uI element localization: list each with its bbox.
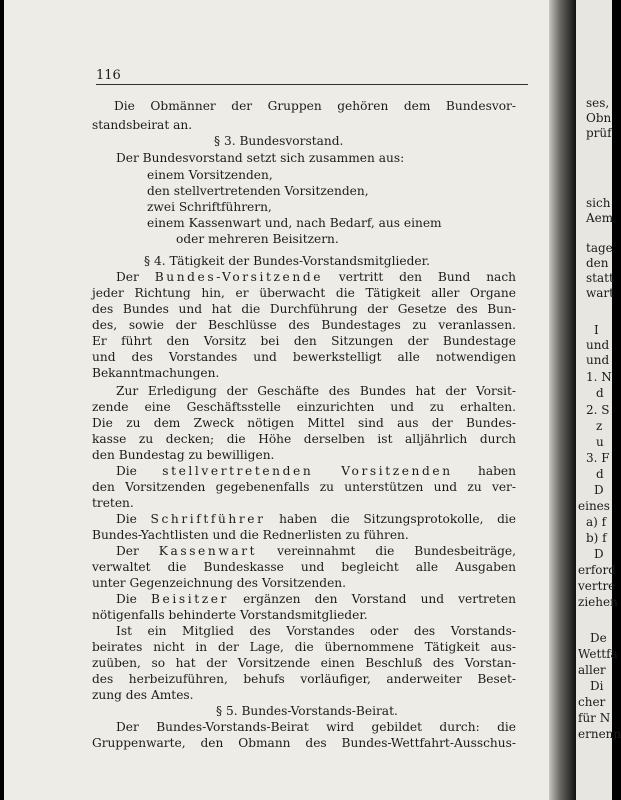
right-fragment: D bbox=[594, 547, 604, 561]
right-fragment: vertre bbox=[578, 579, 616, 593]
text-line: des Bundes und hat die Durchführung der Gesetze des Bun- bbox=[92, 302, 516, 316]
right-fragment: eines bbox=[578, 499, 610, 513]
left-page bbox=[4, 0, 549, 800]
text-line: standsbeirat an. bbox=[92, 118, 193, 132]
text-line: Er führt den Vorsitz bei den Sitzungen der Bundestage bbox=[92, 334, 516, 348]
text-line: Zur Erledigung der Geschäfte des Bundes hat der Vorsit- bbox=[116, 384, 516, 398]
text-line: Die Beisitzer ergänzen den Vorstand und vertreten bbox=[116, 592, 516, 606]
right-fragment: De bbox=[590, 631, 607, 645]
text-line: jeder Richtung hin, er überwacht die Tätigkeit aller Organe bbox=[92, 286, 516, 300]
text-line: Der Kassenwart vereinnahmt die Bundesbeiträge, bbox=[116, 544, 516, 558]
right-fragment: Obn bbox=[586, 111, 612, 125]
right-fragment: und bbox=[586, 353, 610, 367]
list-item: den stellvertretenden Vorsitzenden, bbox=[147, 184, 369, 198]
right-page bbox=[576, 0, 621, 800]
right-fragment: cher bbox=[578, 695, 606, 709]
text-line: den Vorsitzenden gegebenenfalls zu unterstützen und zu ver- bbox=[92, 480, 516, 494]
text-line: Die Obmänner der Gruppen gehören dem Bundesvor- bbox=[114, 99, 516, 113]
list-item: einem Vorsitzenden, bbox=[147, 168, 273, 182]
text-line: Die Schriftführer haben die Sitzungsprotokolle, die bbox=[116, 512, 516, 526]
right-fragment: aller bbox=[578, 663, 606, 677]
right-fragment: u bbox=[596, 435, 604, 449]
right-fragment: sich bbox=[586, 196, 611, 210]
text-line: Bekanntmachungen. bbox=[92, 366, 220, 380]
right-fragment: z bbox=[596, 419, 603, 433]
text-line: Der Bundes-Vorsitzende vertritt den Bund nach bbox=[116, 270, 516, 284]
book-gutter bbox=[549, 0, 576, 800]
section-heading: § 3. Bundesvorstand. bbox=[214, 134, 344, 148]
text-line: den Bundestag zu bewilligen. bbox=[92, 448, 275, 462]
text-line: des herbeizuführen, behufs vorläufiger, anderweiter Beset- bbox=[92, 672, 516, 686]
right-fragment: 3. F bbox=[586, 451, 610, 465]
right-fragment: ziehen bbox=[578, 595, 618, 609]
right-fragment: statt bbox=[586, 271, 614, 285]
text-line: und des Vorstandes und bewerkstelligt alle notwendigen bbox=[92, 350, 516, 364]
right-fragment: Aem bbox=[586, 211, 614, 225]
list-item: oder mehreren Beisitzern. bbox=[176, 232, 339, 246]
text-line: des, sowie der Beschlüsse des Bundestages zu veranlassen. bbox=[92, 318, 516, 332]
right-fragment: d bbox=[596, 386, 604, 400]
text-line: zung des Amtes. bbox=[92, 688, 194, 702]
right-fragment: 2. S bbox=[586, 403, 610, 417]
text-line: Die zu dem Zweck nötigen Mittel sind aus der Bundes- bbox=[92, 416, 516, 430]
right-fragment: wart bbox=[586, 286, 614, 300]
right-fragment: 1. N bbox=[586, 370, 612, 384]
text-line: Der Bundes-Vorstands-Beirat wird gebildet durch: die bbox=[116, 720, 516, 734]
text-line: verwaltet die Bundeskasse und begleicht alle Ausgaben bbox=[92, 560, 516, 574]
right-fragment: ernenn bbox=[578, 727, 621, 741]
right-fragment: ses, bbox=[586, 96, 610, 110]
right-fragment: für N bbox=[578, 711, 611, 725]
text-line: zende eine Geschäftsstelle einzurichten und zu erhalten. bbox=[92, 400, 516, 414]
right-fragment: I bbox=[594, 323, 599, 337]
text-line: Bundes-Yachtlisten und die Rednerlisten zu führen. bbox=[92, 528, 409, 542]
section-heading: § 5. Bundes-Vorstands-Beirat. bbox=[216, 704, 398, 718]
text-line: zuüben, so hat der Vorsitzende einen Beschluß des Vorstan- bbox=[92, 656, 516, 670]
right-fragment: erford bbox=[578, 563, 616, 577]
right-fragment: d bbox=[596, 467, 604, 481]
text-line: beirates nicht in der Lage, die übernommene Tätigkeit aus- bbox=[92, 640, 516, 654]
right-fragment: b) f bbox=[586, 531, 607, 545]
page-number: 116 bbox=[96, 68, 121, 83]
right-fragment: und bbox=[586, 338, 610, 352]
list-item: einem Kassenwart und, nach Bedarf, aus einem bbox=[147, 216, 442, 230]
list-item: zwei Schriftführern, bbox=[147, 200, 272, 214]
header-rule bbox=[96, 84, 528, 85]
text-line: unter Gegenzeichnung des Vorsitzenden. bbox=[92, 576, 347, 590]
text-line: Die stellvertretenden Vorsitzenden haben bbox=[116, 464, 516, 478]
right-fragment: tage bbox=[586, 241, 613, 255]
right-fragment: Di bbox=[590, 679, 604, 693]
right-fragment: Wettfa bbox=[578, 647, 618, 661]
right-fragment: D bbox=[594, 483, 604, 497]
text-line: Ist ein Mitglied des Vorstandes oder des Vorstands- bbox=[116, 624, 516, 638]
right-fragment: prüf bbox=[586, 126, 612, 140]
right-fragment: a) f bbox=[586, 515, 607, 529]
right-fragment: den bbox=[586, 256, 609, 270]
section-heading: § 4. Tätigkeit der Bundes-Vorstandsmitglieder. bbox=[144, 254, 430, 268]
text-line: nötigenfalls behinderte Vorstandsmitglieder. bbox=[92, 608, 368, 622]
text-line: treten. bbox=[92, 496, 134, 510]
text-line: Gruppenwarte, den Obmann des Bundes-Wettfahrt-Ausschus- bbox=[92, 736, 516, 750]
text-line: Der Bundesvorstand setzt sich zusammen aus: bbox=[116, 151, 405, 165]
text-line: kasse zu decken; die Höhe derselben ist alljährlich durch bbox=[92, 432, 516, 446]
